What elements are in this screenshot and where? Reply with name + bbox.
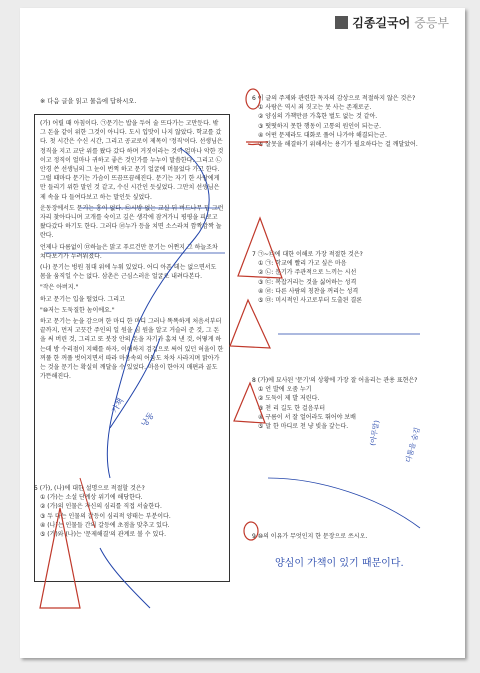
question-stem: 8 (가)에 묘사된 '문기'의 상황에 가장 잘 어울리는 관용 표현은? xyxy=(252,377,418,384)
passage-paragraph: 운동장에서도 문기는 흥이 없다. ㉢시방 없는 교실 뒤 버드나무 밑 그런 자리 찾아다니며 고개를 숙이고 깊은 생각에 잠겨가니 평평을 피로고 왔다갔다 하기도 한다. 그러다 ㉣누가 등을 치면 소스라쳐 깜짝깜짝 놀란다. xyxy=(40,204,224,240)
question-8 xyxy=(252,376,452,431)
question-stem: 6 이 글의 주제와 관련한 독자의 감상으로 적절하지 않은 것은? xyxy=(252,95,416,102)
passage-paragraph: "⑩저는 도둑질한 놈이에요." xyxy=(40,306,115,314)
option[interactable]: ④ 어떤 문제라도 대화로 풀어 나가야 해결되는군. xyxy=(258,131,387,139)
brand-header xyxy=(335,14,449,31)
passage-paragraph: 언제나 다름없이 ㉤하늘은 맑고 푸르건만 문기는 어쩐지 그 하늘조차 쳐다보기가 두려워졌다. xyxy=(40,243,218,260)
red-triangle-mark xyxy=(230,300,270,348)
handwritten-note: 가책 xyxy=(109,396,126,415)
option[interactable]: ③ 떳떳하지 못한 행동이 고통의 원인이 되는군. xyxy=(258,122,382,130)
handwritten-note: 다툼을 숨김 xyxy=(404,426,422,464)
option[interactable]: ⑤ 말 한 마디로 천 냥 빚을 갚는다. xyxy=(258,423,349,431)
brand-logo-icon xyxy=(335,16,348,29)
option[interactable]: ④ (나)는 인물들 간의 갈등에 초점을 맞추고 있다. xyxy=(40,521,170,529)
instruction: ※ 다음 글을 읽고 물음에 답하시오. xyxy=(40,98,137,105)
option[interactable]: ③ 두 다는 인물의 갈등이 심리적 양태는 부분이다. xyxy=(40,512,171,520)
passage-paragraph: (가) 어릴 때 아침이다. ㉠문기는 밥을 두어 술 뜨다가는 고만둔다. 밖 그 돈을 같이 위한 그것이 아니다. 도시 입맛이 나지 않았다. 학교를 갔다. 첫 시간은 수신 시간, 그리고 공교로이 제목이 '정직'이다. 선생님은 정직을 지고 교단 위를 왔다 갔다 하며 거짓이라는 것이 얼마나 악한 것이고 정직이 얼마나 귀하고 좋은 것인가를 누누이 말씀한다. 그리고 ㉡안경 쓴 선생님의 그 눈이 번쩍 하고 문기 얼굴에 머물었다 가고 한다. 그럴 때마다 문기는 가슴이 뜨끔뜨끔해진다. 문기는 자기 한 사람에게만 들리기 위한 말인 것 같고, 수신 시간인 듯싶었다. 그만치 선생님은 제 속을 다 들여다보고 하는 말인듯 싶었다. xyxy=(40,120,224,201)
handwritten-note: (아무말) xyxy=(368,419,382,447)
handwritten-note: 낭동 xyxy=(139,410,156,429)
option[interactable]: ① 사람은 역시 죄 짓고는 못 사는 존재로군. xyxy=(258,104,372,112)
option[interactable]: ⑤ ㉤: 미시적인 사고로부터 도출된 결론 xyxy=(258,297,363,305)
passage-paragraph: "작은 아버지." xyxy=(40,284,79,292)
option[interactable]: ① (가)는 소설 단계상 위기에 해당한다. xyxy=(40,494,143,502)
passage-paragraph: 하고 문기는 눈을 감으며 한 마디 한 마디 그러나 똑똑하게 처음서부터 끝까지, 먼저 고끗간 주인의 일 원을 심 원을 알고 거슬러 준 것, 그 돈을 써 버린 것, 그리고 또 붓장 안의 돈을 자기가 훔쳐 낸 것, 어떻게 하는데 방 수리점이 지혜를 하자, 이해하지 검겁으로 써어 있던 허울이 한 꺼풀 한 꺼풀 벗어지면서 따라 마음속의 어둠도 차차 사라지며 맑아가는 것을 문기는 확실히 깨달을 수 있었다. 마음이 한아지 매편과 골도 가뜬해진다. xyxy=(40,318,224,381)
option[interactable]: ② (가)의 인물은 자신의 심리를 직접 서술한다. xyxy=(40,503,162,511)
option[interactable]: ⑤ 잘못을 해결하기 위해서는 용기가 필요하다는 걸 깨달았어. xyxy=(258,141,418,149)
blue-annotation-line xyxy=(268,478,420,528)
passage-paragraph: 하고 문기는 입을 떨었다. 그리고 xyxy=(40,295,125,303)
question-7 xyxy=(252,250,452,305)
question-stem: 5 (가), (나)에 대한 설명으로 적절할 것은? xyxy=(34,485,145,492)
question-stem: 9 ⑩의 이유가 무엇인지 한 문장으로 쓰시오. xyxy=(252,533,368,540)
question-5 xyxy=(34,484,234,539)
option[interactable]: ④ ㉣: 다른 사람의 칭찬을 꺼리는 성격 xyxy=(258,287,359,295)
question-stem: 7 ㉠~㉤에 대한 이해로 가장 적절한 것은? xyxy=(252,251,363,258)
passage-paragraph: (나) 문기는 벙원 침대 위에 누워 있었다. 어디 아픈 데는 없으면서도 몸을 움직일 수는 없다. 삼촌은 근심스러운 얼굴로 내려다본다. xyxy=(40,264,217,281)
option[interactable]: ① ㉠: 학교에 빨리 가고 싶은 마음 xyxy=(258,260,347,268)
option[interactable]: ⑤ (가)와 (나)는 '문제해결'의 관계로 볼 수 있다. xyxy=(40,531,167,539)
option[interactable]: ② ㉡: 문기가 주관적으로 느끼는 시선 xyxy=(258,269,357,277)
option[interactable]: ③ 천 리 길도 한 걸음부터 xyxy=(258,404,326,412)
question-9 xyxy=(252,532,452,541)
brand-sub: 중등부 xyxy=(414,16,449,30)
option[interactable]: ② 도둑이 제 발 저린다. xyxy=(258,395,320,403)
worksheet-page xyxy=(20,8,465,658)
option[interactable]: ③ ㉢: 복잡거리는 것을 싫어하는 성격 xyxy=(258,278,357,286)
handwritten-answer: 양심이 가책이 있기 때문이다. xyxy=(275,558,404,569)
question-6 xyxy=(252,94,452,149)
option[interactable]: ④ 구름이 서 잘 얼어라도 뛰어야 보배 xyxy=(258,413,356,421)
option[interactable]: ① 언 발에 오줌 누기 xyxy=(258,386,312,394)
brand-main: 김종길국어 xyxy=(352,16,411,30)
option[interactable]: ② 양심의 가책만큼 가혹한 벌도 없는 것 같아. xyxy=(258,113,378,121)
